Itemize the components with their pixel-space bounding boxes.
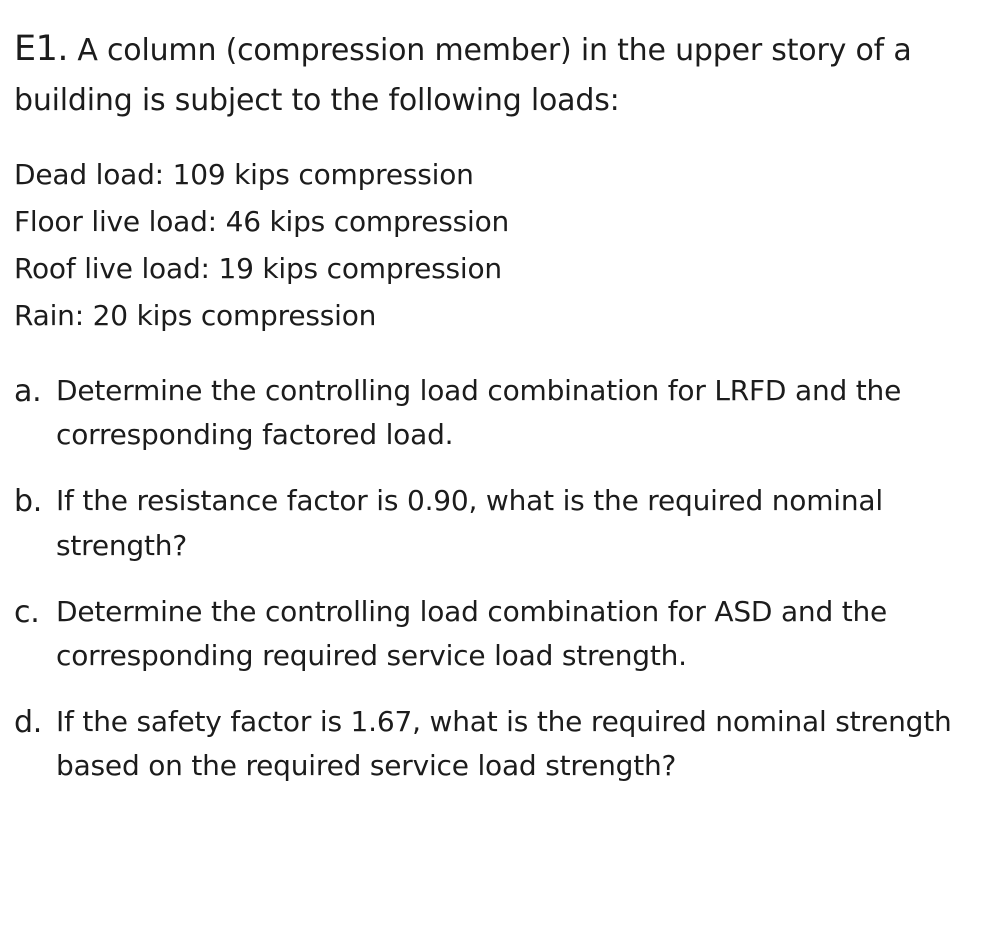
part-letter: d. (14, 705, 42, 741)
load-item: Roof live load: 19 kips compression (14, 251, 502, 285)
load-list (14, 151, 955, 339)
question-part (14, 700, 955, 788)
problem-number: E1. (14, 29, 69, 69)
load-item: Floor live load: 46 kips compression (14, 204, 510, 238)
problem-statement (14, 22, 955, 125)
part-text: If the resistance factor is 0.90, what is the required nominal strength? (56, 484, 883, 562)
part-letter: a. (14, 373, 42, 409)
part-letter: c. (14, 594, 40, 630)
problem-intro-text: A column (compression member) in the upper story of a building is subject to the following loads: (14, 33, 912, 119)
question-part (14, 590, 955, 678)
question-part (14, 479, 955, 567)
load-item: Rain: 20 kips compression (14, 298, 377, 332)
question-parts (14, 369, 955, 789)
part-text: If the safety factor is 1.67, what is the required nominal strength based on the required service load strength? (56, 705, 952, 783)
part-letter: b. (14, 484, 42, 520)
load-item: Dead load: 109 kips compression (14, 157, 474, 191)
part-text: Determine the controlling load combination for LRFD and the corresponding factored load. (56, 373, 902, 452)
question-part (14, 369, 955, 457)
part-text: Determine the controlling load combination for ASD and the corresponding required service load strength. (56, 594, 888, 672)
